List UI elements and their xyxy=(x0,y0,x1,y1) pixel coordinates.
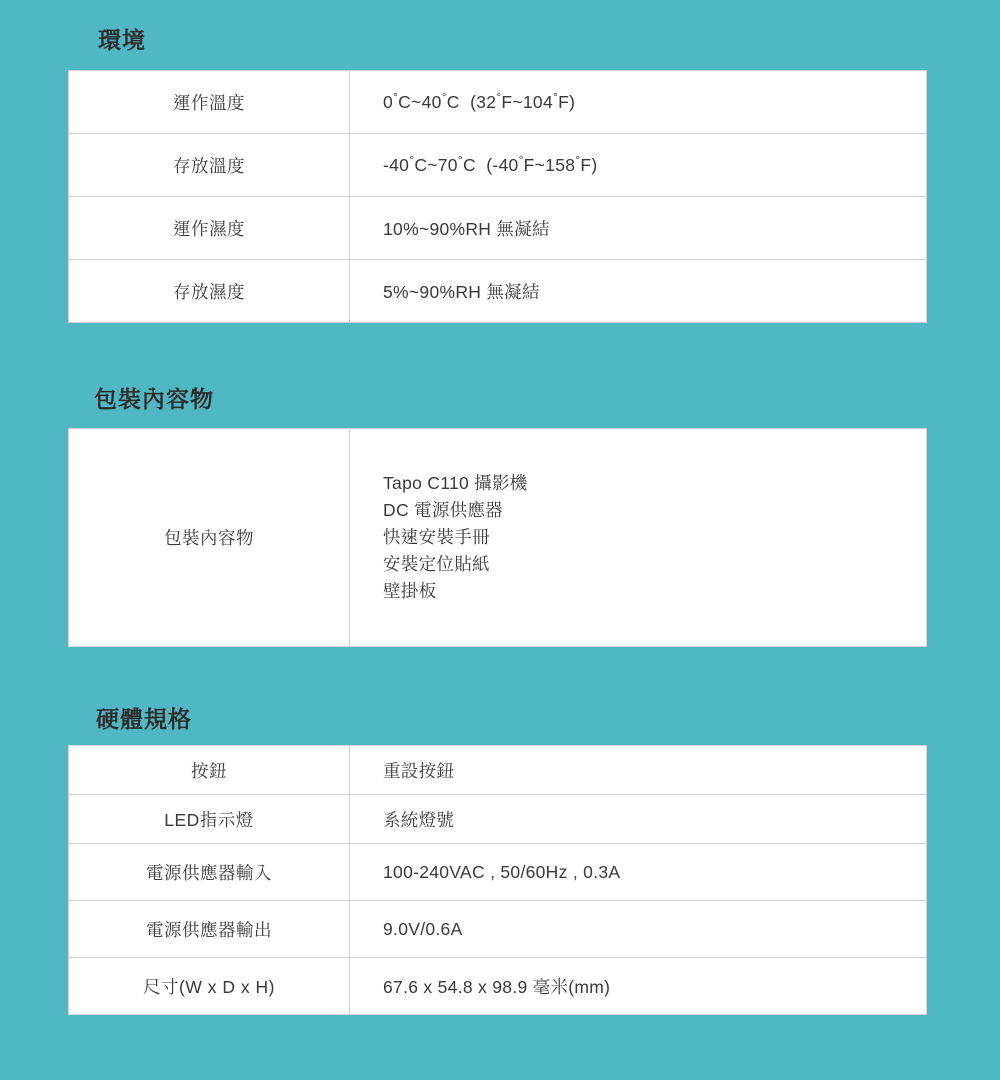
degree-symbol-icon: ° xyxy=(575,152,581,167)
table-row xyxy=(69,844,927,901)
table-row xyxy=(69,134,927,197)
storage-temp-celsius: -40°C~70°C xyxy=(383,152,476,175)
row-label: 包裝內容物 xyxy=(69,429,350,647)
section-title-package-contents: 包裝內容物 xyxy=(94,386,214,412)
row-label: LED指示燈 xyxy=(69,795,350,844)
row-label: 存放濕度 xyxy=(69,260,350,323)
table-row xyxy=(69,746,927,795)
package-contents-table xyxy=(68,428,927,647)
table-row xyxy=(69,795,927,844)
row-value: 67.6 x 54.8 x 98.9 毫米(mm) xyxy=(350,958,927,1015)
row-label: 運作濕度 xyxy=(69,197,350,260)
row-value: 100-240VAC , 50/60Hz , 0.3A xyxy=(350,844,927,901)
operating-temp-celsius: 0°C~40°C xyxy=(383,89,460,112)
hardware-spec-table xyxy=(68,745,927,1015)
row-label: 按鈕 xyxy=(69,746,350,795)
list-item: 安裝定位貼紙 xyxy=(383,554,490,575)
row-label: 尺寸(W x D x H) xyxy=(69,958,350,1015)
row-label: 電源供應器輸出 xyxy=(69,901,350,958)
row-label: 電源供應器輸入 xyxy=(69,844,350,901)
row-value xyxy=(350,134,927,197)
section-title-hardware-spec: 硬體規格 xyxy=(96,706,192,732)
degree-symbol-icon: ° xyxy=(441,89,447,104)
degree-symbol-icon: ° xyxy=(457,152,463,167)
table-row xyxy=(69,197,927,260)
row-value: 9.0V/0.6A xyxy=(350,901,927,958)
row-value xyxy=(350,71,927,134)
row-label: 運作溫度 xyxy=(69,71,350,134)
table-row xyxy=(69,71,927,134)
degree-symbol-icon: ° xyxy=(496,89,502,104)
list-item: 快速安裝手冊 xyxy=(383,526,490,547)
environment-spec-table xyxy=(68,70,927,323)
table-row xyxy=(69,901,927,958)
section-title-environment: 環境 xyxy=(98,27,146,53)
degree-symbol-icon: ° xyxy=(518,152,524,167)
table-row xyxy=(69,429,927,647)
row-value: 5%~90%RH 無凝結 xyxy=(350,260,927,323)
row-value xyxy=(350,429,927,647)
list-item: DC 電源供應器 xyxy=(383,499,504,520)
table-row xyxy=(69,260,927,323)
operating-temp-fahrenheit: (32°F~104°F) xyxy=(464,89,576,112)
degree-symbol-icon: ° xyxy=(393,89,399,104)
storage-temp-fahrenheit: (-40°F~158°F) xyxy=(481,152,598,175)
list-item: Tapo C110 攝影機 xyxy=(383,472,528,493)
degree-symbol-icon: ° xyxy=(409,152,415,167)
row-value: 10%~90%RH 無凝結 xyxy=(350,197,927,260)
list-item: 壁掛板 xyxy=(383,581,437,602)
row-value: 重設按鈕 xyxy=(350,746,927,795)
row-value: 系統燈號 xyxy=(350,795,927,844)
row-label: 存放溫度 xyxy=(69,134,350,197)
degree-symbol-icon: ° xyxy=(553,89,559,104)
table-row xyxy=(69,958,927,1015)
